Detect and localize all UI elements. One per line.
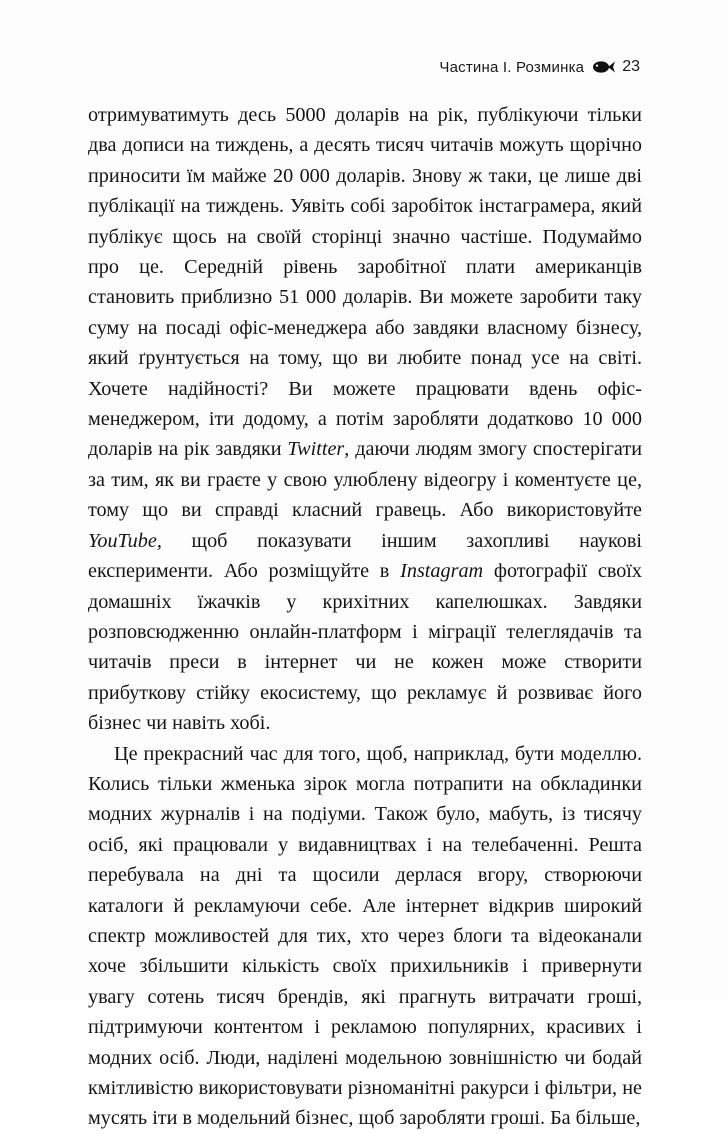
paragraph	[88, 739, 642, 1134]
text-run: , даючи людям змогу спостерігати за тим, як ви граєте у свою улюблену відеогру і коментуєте це, тому що ви справді класний гравець. Або використовуйте	[88, 438, 642, 522]
italic-term: Instagram	[400, 560, 484, 583]
text-run: отримуватимуть десь 5000 доларів на рік, публікуючи тільки два дописи на тиждень, а десять тисяч читачів можуть щорічно приносити їм майже 20 000 доларів. Знову ж таки, це лише дві публікації на тиждень. Уявіть собі заробіток інстаграмера, який публікує щось на своїй сторінці значно частіше. Подумаймо про це. Середній рівень заробітної плати американців становить приблизно 51 000 доларів. Ви можете заробити таку суму на посаді офіс-менеджера або завдяки власному бізнесу, який ґрунтується на тому, що ви любите понад усе на світі. Хочете надійності? Ви можете працювати вдень офіс-менеджером, іти додому, а потім заробляти додатково 10 000 доларів на рік завдяки	[88, 104, 642, 461]
chapter-title: Частина I. Розминка	[439, 58, 585, 76]
italic-term: Twitter	[287, 438, 345, 461]
body-text	[88, 100, 642, 1134]
paragraph	[88, 100, 642, 739]
italic-term: YouTube	[88, 529, 157, 552]
text-run: фотографії своїх домашніх їжачків у крихітних капелюшках. Завдяки розповсюдженню онлайн-платформ і міграції телеглядачів та читачів преси в інтернет чи не кожен може створити прибуткову стійку екосистему, що рекламує й розвиває його бізнес чи навіть хобі.	[88, 560, 643, 735]
page-number: 23	[622, 58, 640, 75]
fish-icon	[592, 60, 616, 74]
running-head	[88, 56, 640, 78]
text-run: , щоб показувати іншим захопливі наукові експерименти. Або розміщуйте в	[88, 529, 642, 583]
text-run: Це прекрасний час для того, щоб, наприклад, бути моделлю. Колись тільки жменька зірок могла потрапити на обкладинки модних журналів і на подіуми. Також було, мабуть, із тисячу осіб, які працювали у видавництвах і на телебаченні. Решта перебувала на дні та щосили дерлася вгору, створюючи каталоги й рекламуючи себе. Але інтернет відкрив широкий спектр можливостей для тих, хто через блоги та відеоканали хоче збільшити кількість своїх прихильників і привернути увагу сотень тисяч брендів, які прагнуть витрачати гроші, підтримуючи контентом і рекламою популярних, красивих і модних осіб. Люди, наділені модельною зовнішністю чи бодай кмітливістю використовувати різноманітні ракурси і фільтри, не мусять іти в модельний бізнес, щоб заробляти гроші. Ба більше,	[88, 742, 642, 1130]
